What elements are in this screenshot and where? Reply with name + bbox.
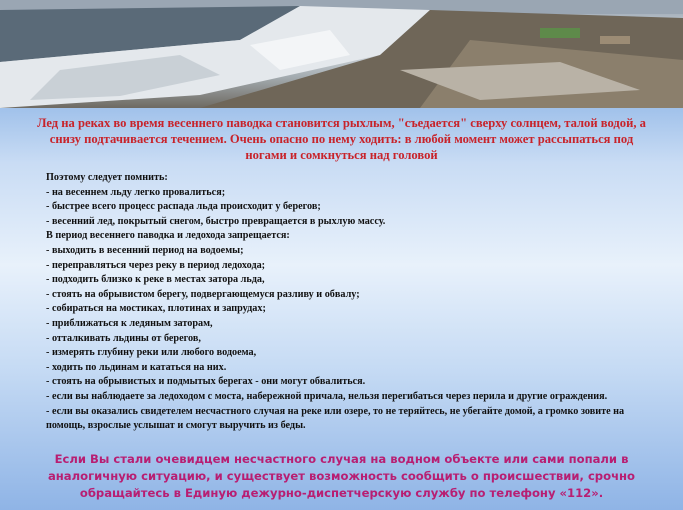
list-item: - отталкивать льдины от берегов, xyxy=(46,332,201,344)
remember-heading: Поэтому следует помнить: xyxy=(46,172,168,183)
river-ice-illustration xyxy=(0,0,683,108)
list-item: - если вы наблюдаете за ледоходом с моста, набережной причала, нельзя перегибаться через перила и другие ограждения. xyxy=(46,390,608,402)
list-item: - стоять на обрывистом берегу, подвергающемуся разливу и обвалу; xyxy=(46,288,360,300)
list-item: - собираться на мостиках, плотинах и запрудах; xyxy=(46,303,266,315)
list-item: - переправляться через реку в период ледохода; xyxy=(46,259,266,271)
list-item: - ходить по льдинам и кататься на них. xyxy=(46,361,227,373)
river-ice-photo xyxy=(0,0,683,108)
list-item: - весенний лед, покрытый снегом, быстро превращается в рыхлую массу. xyxy=(46,215,386,227)
list-item: - если вы оказались свидетелем несчастного случая на реке или озере, то не теряйтесь, не убегайте домой, а громко зовите на помощь, взрослые услышат и смогут выручить из беды. xyxy=(46,405,625,432)
list-item: - подходить близко к реке в местах затора льда, xyxy=(46,274,265,286)
list-item: - приближаться к ледяным заторам, xyxy=(46,317,213,329)
intro-warning-text: Лед на реках во время весеннего паводка становится рыхлым, "съедается" сверху солнцем, талой водой, а снизу подтачивается течением. Очень опасно по нему ходить: в любой момент может рассыпаться под ногами и сомкнуться над головой xyxy=(37,116,646,162)
list-item: - выходить в весенний период на водоемы; xyxy=(46,244,244,256)
list-item: - на весеннем льду легко провалиться; xyxy=(46,186,226,198)
list-item: - быстрее всего процесс распада льда происходит у берегов; xyxy=(46,201,321,213)
list-item: - стоять на обрывистых и подмытых берегах - они могут обвалиться. xyxy=(46,376,366,388)
emergency-call-notice: Если Вы стали очевидцем несчастного случая на водном объекте или сами попали в аналогичную ситуацию, и существует возможность сообщить о происшествии, срочно обращайтесь в Единую дежурно-диспетчерскую службу по телефону «112». xyxy=(47,452,636,500)
safety-rules xyxy=(46,171,646,434)
list-item: - измерять глубину реки или любого водоема, xyxy=(46,347,257,359)
forbidden-heading: В период весеннего паводка и ледохода запрещается: xyxy=(46,230,290,242)
